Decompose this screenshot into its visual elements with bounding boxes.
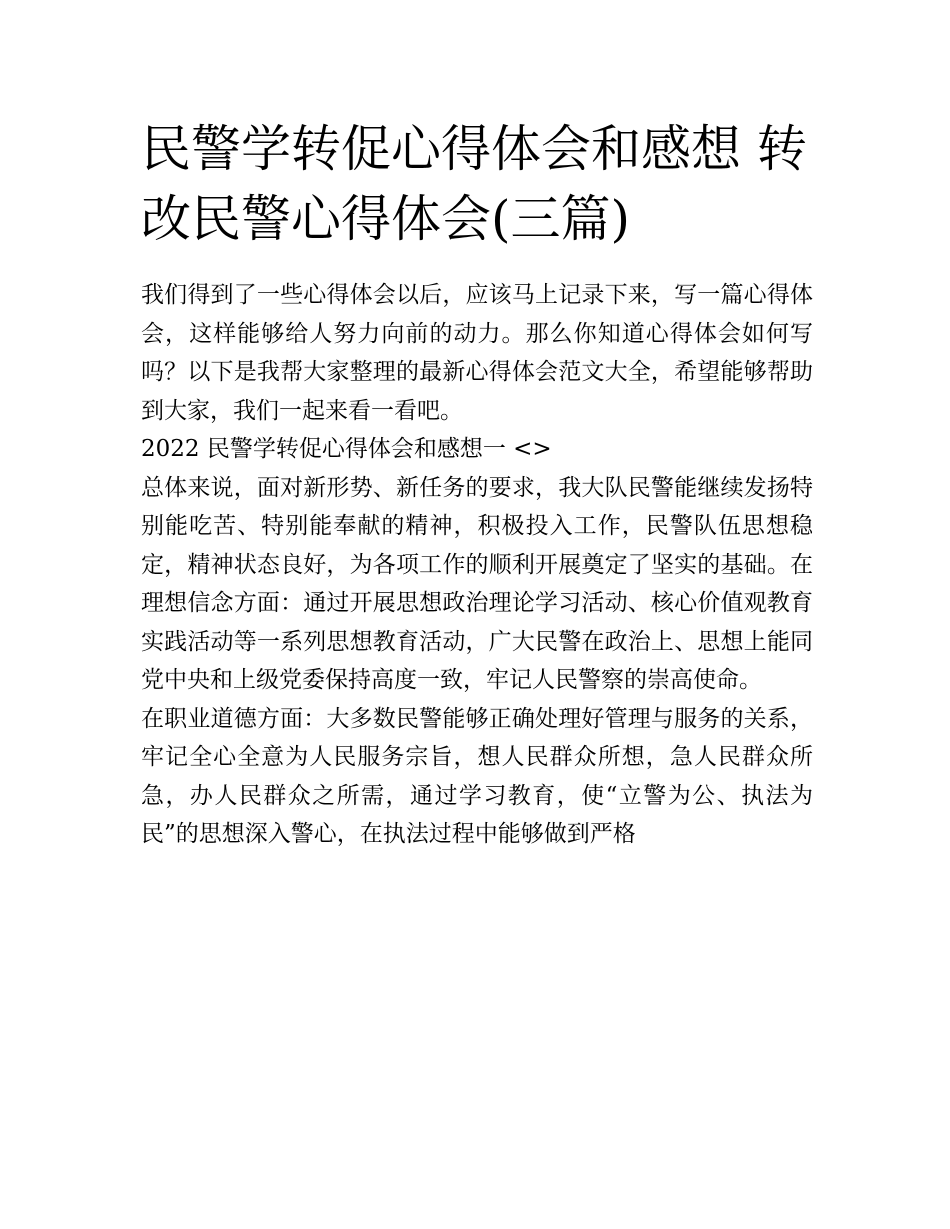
document-content [141, 114, 813, 854]
body-paragraph-ethics: 在职业道德方面：大多数民警能够正确处理好管理与服务的关系，牢记全心全意为人民服务宗旨，想人民群众所想，急人民群众所急，办人民群众之所需，通过学习教育，使“立警为公、执法为民”的思想深入警心，在执法过程中能够做到严格 [141, 705, 813, 847]
section-heading: 2022 民警学转促心得体会和感想一 <> [141, 436, 552, 462]
intro-paragraph: 我们得到了一些心得体会以后，应该马上记录下来，写一篇心得体会，这样能够给人努力向前的动力。那么你知道心得体会如何写吗？以下是我帮大家整理的最新心得体会范文大全，希望能够帮助到大家，我们一起来看一看吧。 [141, 282, 813, 424]
body-paragraph-overview: 总体来说，面对新形势、新任务的要求，我大队民警能继续发扬特别能吃苦、特别能奉献的精神，积极投入工作，民警队伍思想稳定，精神状态良好，为各项工作的顺利开展奠定了坚实的基础。在理想信念方面：通过开展思想政治理论学习活动、核心价值观教育实践活动等一系列思想教育活动，广大民警在政治上、思想上能同党中央和上级党委保持高度一致，牢记人民警察的崇高使命。 [141, 474, 813, 693]
document-title: 民警学转促心得体会和感想 转改民警心得体会(三篇) [141, 120, 807, 248]
